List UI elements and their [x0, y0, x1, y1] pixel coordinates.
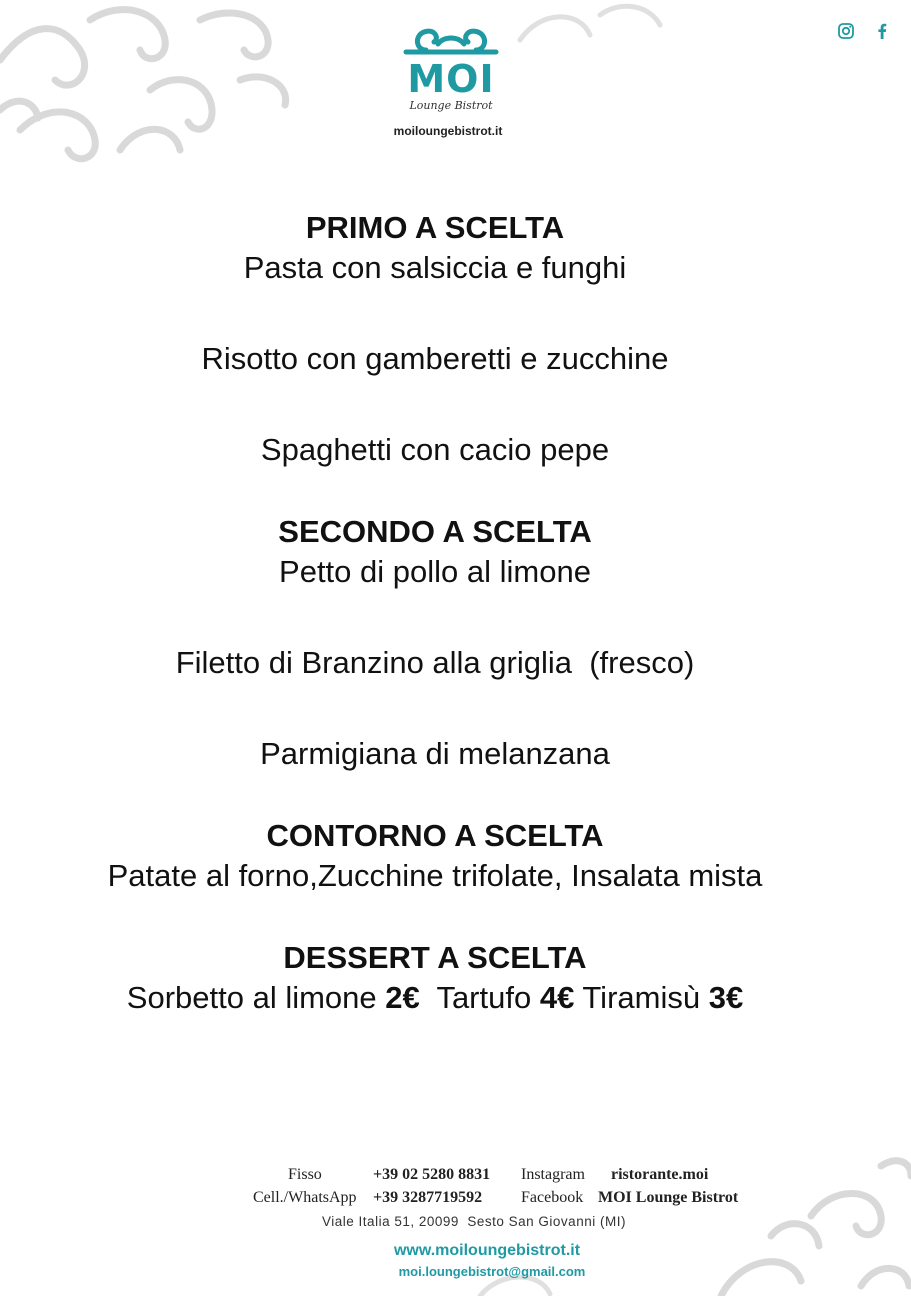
- section-title-secondo: SECONDO A SCELTA: [278, 514, 592, 549]
- menu: [0, 208, 870, 1018]
- footer-cell-label: Cell./WhatsApp: [253, 1189, 357, 1206]
- footer-email[interactable]: moi.loungebistrot@gmail.com: [398, 1264, 586, 1279]
- dessert-name: Tiramisù: [582, 980, 701, 1015]
- menu-item: Spaghetti con cacio pepe: [260, 432, 610, 467]
- logo: [376, 22, 526, 112]
- menu-item: Parmigiana di melanzana: [260, 736, 610, 771]
- menu-item: Patate al forno,Zucchine trifolate, Insalata mista: [107, 858, 763, 893]
- section-title-contorno: CONTORNO A SCELTA: [266, 818, 604, 853]
- dessert-price: 4€: [539, 980, 575, 1015]
- dessert-name: Tartufo: [436, 980, 532, 1015]
- footer-fisso-value[interactable]: +39 02 5280 8831: [373, 1166, 491, 1183]
- footer-instagram-value[interactable]: ristorante.moi: [611, 1166, 709, 1183]
- brand-name: MOI: [407, 57, 495, 101]
- menu-item: Filetto di Branzino alla griglia (fresco): [175, 645, 695, 680]
- footer-cell-value[interactable]: +39 3287719592: [373, 1189, 483, 1206]
- facebook-icon[interactable]: [873, 22, 891, 40]
- footer-instagram-label: Instagram: [521, 1166, 585, 1183]
- menu-item: Petto di pollo al limone: [279, 554, 591, 589]
- section-title-dessert: DESSERT A SCELTA: [283, 940, 587, 975]
- dessert-name: Sorbetto al limone: [126, 980, 377, 1015]
- menu-item: Risotto con gamberetti e zucchine: [201, 341, 669, 376]
- menu-item: Pasta con salsiccia e funghi: [243, 250, 627, 285]
- ornament-top-left: [0, 0, 320, 170]
- section-title-primo: PRIMO A SCELTA: [305, 210, 565, 245]
- social-links: [837, 22, 891, 40]
- instagram-icon[interactable]: [837, 22, 855, 40]
- dessert-price: 2€: [385, 980, 420, 1015]
- logo-mark-icon: [396, 22, 506, 58]
- footer-fisso-label: Fisso: [288, 1166, 322, 1183]
- brand-tagline: Lounge Bistrot: [409, 99, 493, 112]
- footer-address: Viale Italia 51, 20099 Sesto San Giovanni (MI): [322, 1214, 626, 1229]
- footer-facebook-value[interactable]: MOI Lounge Bistrot: [598, 1189, 739, 1206]
- dessert-line: [0, 978, 870, 1018]
- dessert-price: 3€: [708, 980, 744, 1015]
- header-website[interactable]: moiloungebistrot.it: [393, 124, 503, 138]
- footer-facebook-label: Facebook: [521, 1189, 584, 1206]
- footer-website[interactable]: www.moiloungebistrot.it: [393, 1242, 581, 1259]
